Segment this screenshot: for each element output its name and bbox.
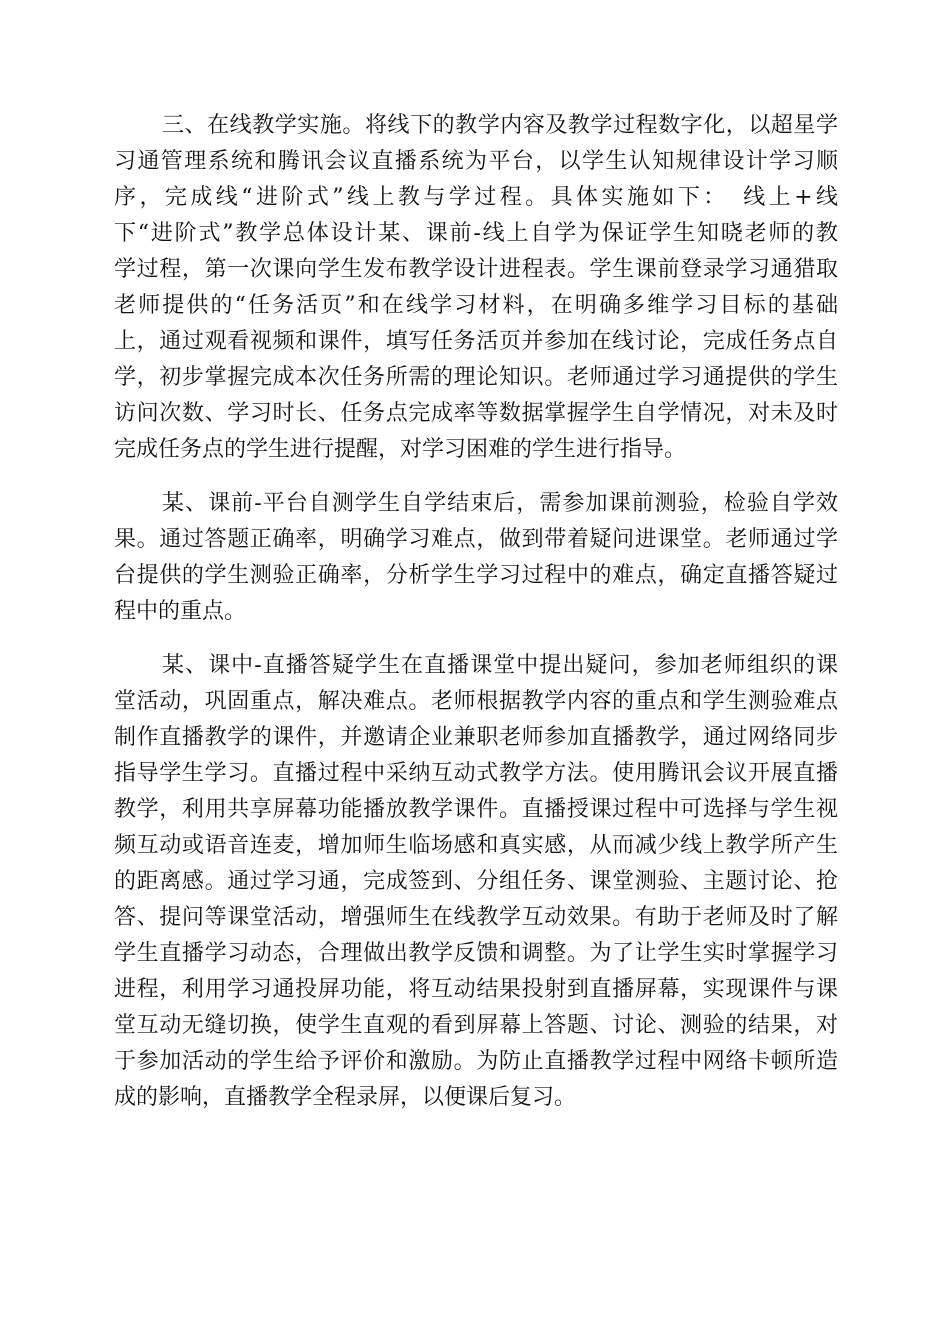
text-line: 答、提问等课堂活动，增强师生在线教学互动效果。有助于老师及时了解 xyxy=(114,905,838,930)
text-line: 老师提供的“任务活页”和在线学习材料，在明确多维学习目标的基础 xyxy=(114,293,838,318)
text-line: 的距离感。通过学习通，完成签到、分组任务、课堂测验、主题讨论、抢 xyxy=(114,869,838,894)
paragraph-pre-class-self-test xyxy=(114,486,838,630)
document-page xyxy=(114,108,838,1116)
text-line: 果。通过答题正确率，明确学习难点，做到带着疑问进课堂。老师通过学 xyxy=(114,527,838,552)
text-line: 习通管理系统和腾讯会议直播系统为平台，以学生认知规律设计学习顺 xyxy=(114,149,838,174)
text-line: 堂互动无缝切换，使学生直观的看到屏幕上答题、讨论、测验的结果，对 xyxy=(114,1013,838,1038)
paragraph-online-teaching xyxy=(114,108,838,468)
text-line: 成的影响，直播教学全程录屏，以便课后复习。 xyxy=(114,1085,577,1110)
text-line: 程中的重点。 xyxy=(114,599,247,624)
text-line: 台提供的学生测验正确率，分析学生学习过程中的难点，确定直播答疑过 xyxy=(114,563,838,588)
text-line: 完成任务点的学生进行提醒，对学习困难的学生进行指导。 xyxy=(114,437,687,462)
text-line: 三、在线教学实施。将线下的教学内容及教学过程数字化，以超星学 xyxy=(162,113,838,138)
text-line: 某、课中-直播答疑学生在直播课堂中提出疑问，参加老师组织的课 xyxy=(162,653,838,678)
text-line: 学，初步掌握完成本次任务所需的理论知识。老师通过学习通提供的学生 xyxy=(114,365,838,390)
text-line: 学生直播学习动态，合理做出教学反馈和调整。为了让学生实时掌握学习 xyxy=(114,941,838,966)
text-line: 制作直播教学的课件，并邀请企业兼职老师参加直播教学，通过网络同步 xyxy=(114,725,838,750)
text-line: 频互动或语音连麦，增加师生临场感和真实感，从而减少线上教学所产生 xyxy=(114,833,838,858)
text-line: 上，通过观看视频和课件，填写任务活页并参加在线讨论，完成任务点自 xyxy=(114,329,838,354)
text-line: 堂活动，巩固重点，解决难点。老师根据教学内容的重点和学生测验难点 xyxy=(114,689,838,714)
text-line: 访问次数、学习时长、任务点完成率等数据掌握学生自学情况，对未及时 xyxy=(114,401,838,426)
text-line: 序，完成线“进阶式”线上教与学过程。具体实施如下： 线上+线 xyxy=(114,185,838,210)
text-line: 指导学生学习。直播过程中采纳互动式教学方法。使用腾讯会议开展直播 xyxy=(114,761,838,786)
text-line: 教学，利用共享屏幕功能播放教学课件。直播授课过程中可选择与学生视 xyxy=(114,797,838,822)
text-line: 学过程，第一次课向学生发布教学设计进程表。学生课前登录学习通猎取 xyxy=(114,257,838,282)
text-line: 进程，利用学习通投屏功能，将互动结果投射到直播屏幕，实现课件与课 xyxy=(114,977,838,1002)
paragraph-live-qa xyxy=(114,648,838,1116)
text-line: 下“进阶式”教学总体设计某、课前-线上自学为保证学生知晓老师的教 xyxy=(114,221,838,246)
text-line: 某、课前-平台自测学生自学结束后，需参加课前测验，检验自学效 xyxy=(162,491,838,516)
text-line: 于参加活动的学生给予评价和激励。为防止直播教学过程中网络卡顿所造 xyxy=(114,1049,838,1074)
